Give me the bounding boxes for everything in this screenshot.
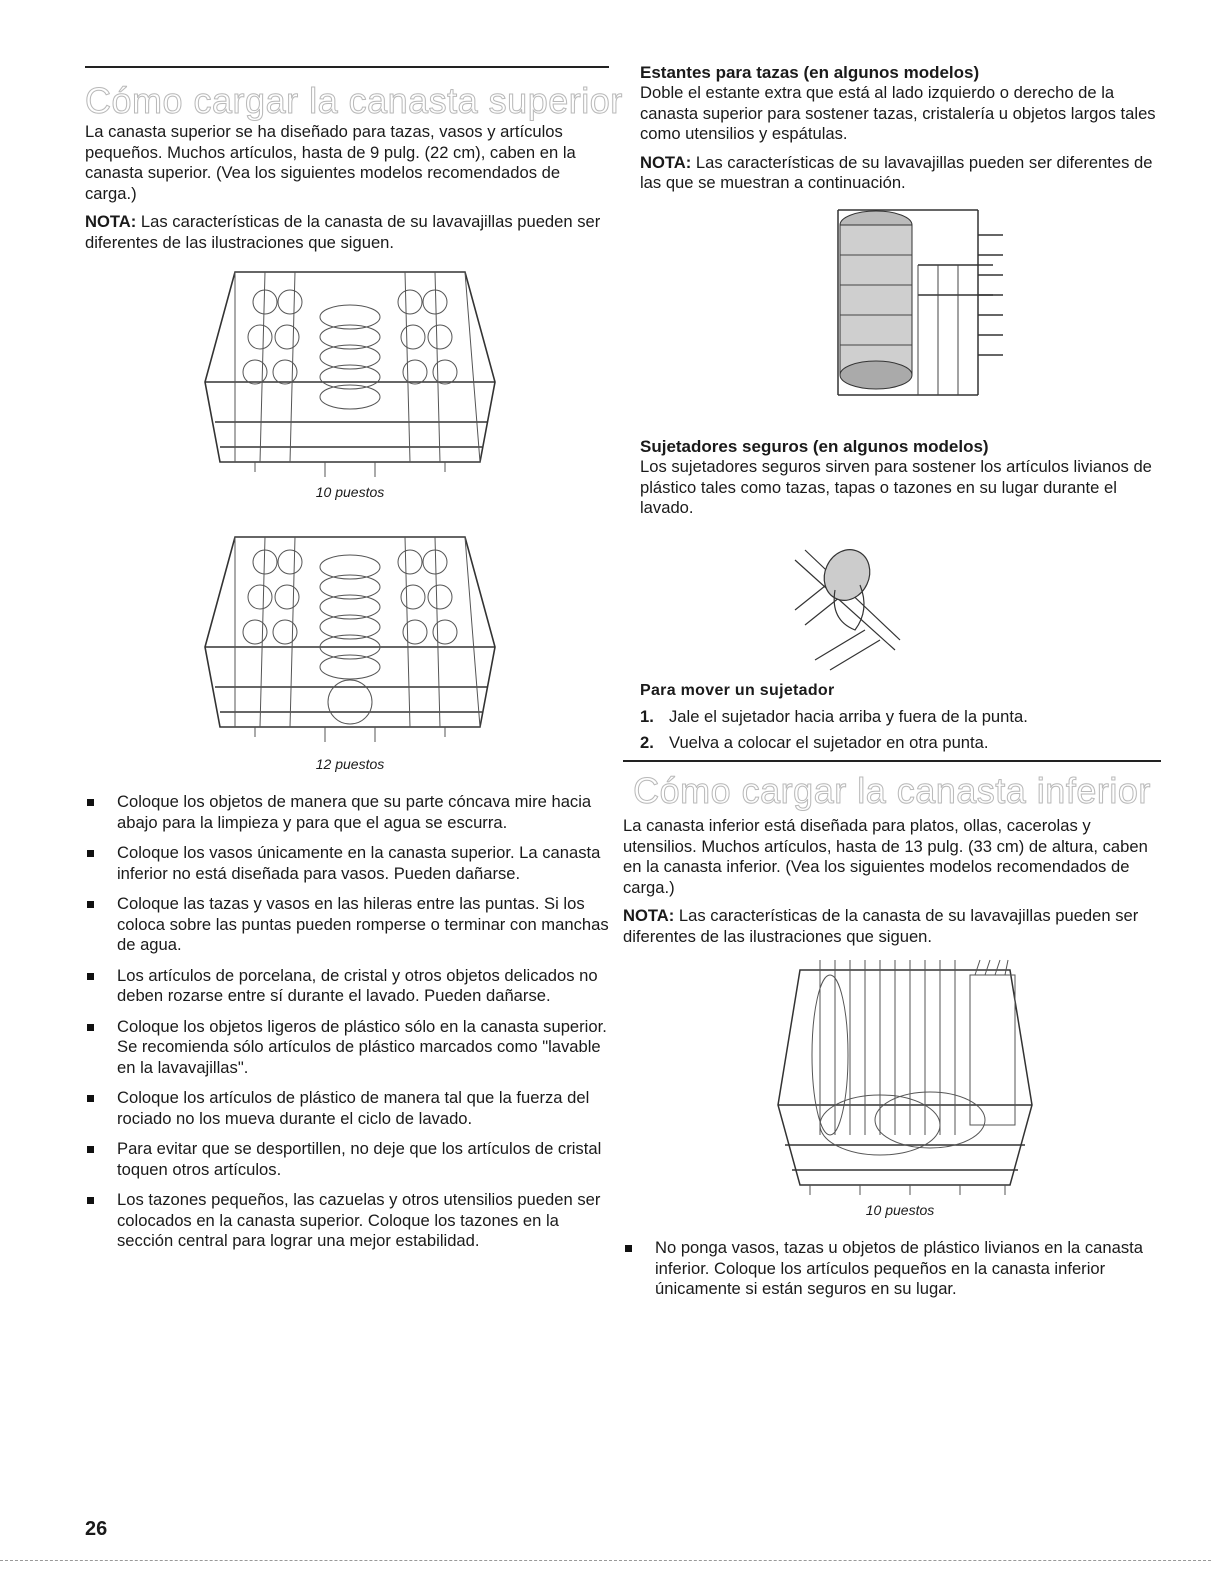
- note-label: NOTA:: [85, 212, 137, 231]
- list-item: [640, 707, 1162, 728]
- note-label: NOTA:: [623, 906, 675, 925]
- lower-intro-block: [623, 816, 1163, 947]
- bullet-icon: [87, 1146, 94, 1153]
- list-item-text: Coloque los artículos de plástico de manera tal que la fuerza del rociado no los mueva durante el ciclo de lavado.: [117, 1088, 590, 1128]
- secure-clip-illustration: [785, 540, 905, 675]
- list-item-text: No ponga vasos, tazas u objetos de plástico livianos en la canasta inferior. Coloque los artículos pequeños en la canasta inferior únicamente si están seguros en su lugar.: [655, 1238, 1143, 1298]
- cup-shelves-note: [640, 153, 1162, 194]
- list-item-text: Coloque los vasos únicamente en la canasta superior. La canasta inferior no está diseñada para vasos. Pueden dañarse.: [117, 843, 601, 883]
- list-item: [85, 1190, 609, 1252]
- list-item-text: Coloque los objetos ligeros de plástico sólo en la canasta superior. Se recomienda sólo artículos de plástico marcados como "lavable en la lavavajillas".: [117, 1016, 607, 1077]
- cup-shelf-illustration: [818, 195, 1008, 400]
- lower-rack-illustration: [770, 955, 1040, 1200]
- top-rule-left: [85, 66, 609, 68]
- caption-10-puestos: 10 puestos: [315, 484, 385, 500]
- list-item: [640, 733, 1162, 754]
- move-clip-section: [640, 680, 1162, 758]
- cup-shelves-section: [640, 62, 1162, 194]
- upper-rack-12-illustration: [195, 527, 505, 749]
- lower-rack-bullet-list: [623, 1238, 1163, 1310]
- list-item-text: Para evitar que se desportillen, no deje que los artículos de cristal toquen otros artículos.: [117, 1139, 602, 1179]
- bottom-scan-line: [0, 1560, 1211, 1561]
- bullet-icon: [87, 973, 94, 980]
- note-text: Las características de la canasta de su lavavajillas pueden ser diferentes de las ilustraciones que siguen.: [85, 212, 601, 252]
- list-item-text: Los artículos de porcelana, de cristal y otros objetos delicados no deben rozarse entre sí durante el lavado. Pueden dañarse.: [117, 965, 598, 1005]
- section-rule-right: [623, 760, 1161, 762]
- note-text: Las características de su lavavajillas pueden ser diferentes de las que se muestran a continuación.: [640, 152, 1153, 192]
- step-number: 1.: [640, 707, 654, 726]
- move-clip-steps: [640, 707, 1162, 753]
- list-item: [85, 1017, 609, 1079]
- upper-intro: La canasta superior se ha diseñado para tazas, vasos y artículos pequeños. Muchos artículos, hasta de 9 pulg. (22 cm), caben en la canasta superior. (Vea los siguientes modelos recomendados de carga.): [85, 122, 576, 203]
- list-item: [85, 966, 609, 1007]
- page-number: 26: [85, 1518, 108, 1540]
- upper-rack-10-illustration: [195, 262, 505, 484]
- list-item: [85, 792, 609, 833]
- note-label: NOTA:: [640, 152, 692, 172]
- move-clip-heading: Para mover un sujetador: [640, 682, 835, 699]
- bullet-icon: [87, 901, 94, 908]
- list-item: [85, 894, 609, 956]
- upper-rack-bullet-list: [85, 792, 609, 1262]
- upper-rack-title: Cómo cargar la canasta superior: [85, 80, 623, 121]
- cup-shelves-text: Doble el estante extra que está al lado izquierdo o derecho de la canasta superior para sostener tazas, cristalería u objetos largos tales como utensilios y espátulas.: [640, 83, 1156, 143]
- secure-clips-text: Los sujetadores seguros sirven para sostener los artículos livianos de plástico tales como tazas, tapas o tazones en su lugar durante el lavado.: [640, 457, 1152, 517]
- list-item-text: Los tazones pequeños, las cazuelas y otros utensilios pueden ser colocados en la canasta superior. Coloque los tazones en la sección central para lograr una mejor estabilidad.: [117, 1190, 601, 1250]
- caption-lower-10-puestos: 10 puestos: [865, 1202, 935, 1218]
- list-item-text: Coloque las tazas y vasos en las hileras entre las puntas. Si los coloca sobre las puntas pueden romperse o terminar con manchas de agua.: [117, 894, 609, 954]
- bullet-icon: [87, 1197, 94, 1204]
- bullet-icon: [87, 850, 94, 857]
- bullet-icon: [87, 799, 94, 806]
- upper-note: [85, 212, 609, 253]
- cup-shelves-heading: Estantes para tazas (en algunos modelos): [640, 63, 980, 82]
- step-number: 2.: [640, 732, 654, 752]
- lower-note: [623, 906, 1163, 947]
- secure-clips-section: [640, 436, 1162, 519]
- bullet-icon: [87, 1024, 94, 1031]
- caption-12-puestos: 12 puestos: [315, 756, 385, 772]
- bullet-icon: [625, 1245, 632, 1252]
- note-text: Las características de la canasta de su lavavajillas pueden ser diferentes de las ilustraciones que siguen.: [623, 906, 1139, 946]
- list-item: [85, 1139, 609, 1180]
- upper-intro-block: [85, 122, 609, 253]
- secure-clips-heading: Sujetadores seguros (en algunos modelos): [640, 437, 989, 456]
- list-item-text: Coloque los objetos de manera que su parte cóncava mire hacia abajo para la limpieza y para que el agua se escurra.: [117, 792, 592, 832]
- bullet-icon: [87, 1095, 94, 1102]
- lower-intro: La canasta inferior está diseñada para platos, ollas, cacerolas y utensilios. Muchos artículos, hasta de 13 pulg. (33 cm) de altura, caben en la canasta inferior. (Vea los siguientes modelos recomendados de carga.): [623, 816, 1148, 897]
- lower-rack-title: Cómo cargar la canasta inferior: [633, 770, 1151, 811]
- list-item: [85, 1088, 609, 1129]
- step-text: Jale el sujetador hacia arriba y fuera de la punta.: [669, 707, 1028, 726]
- step-text: Vuelva a colocar el sujetador en otra punta.: [669, 732, 989, 752]
- list-item: [85, 843, 609, 884]
- list-item: [623, 1238, 1163, 1300]
